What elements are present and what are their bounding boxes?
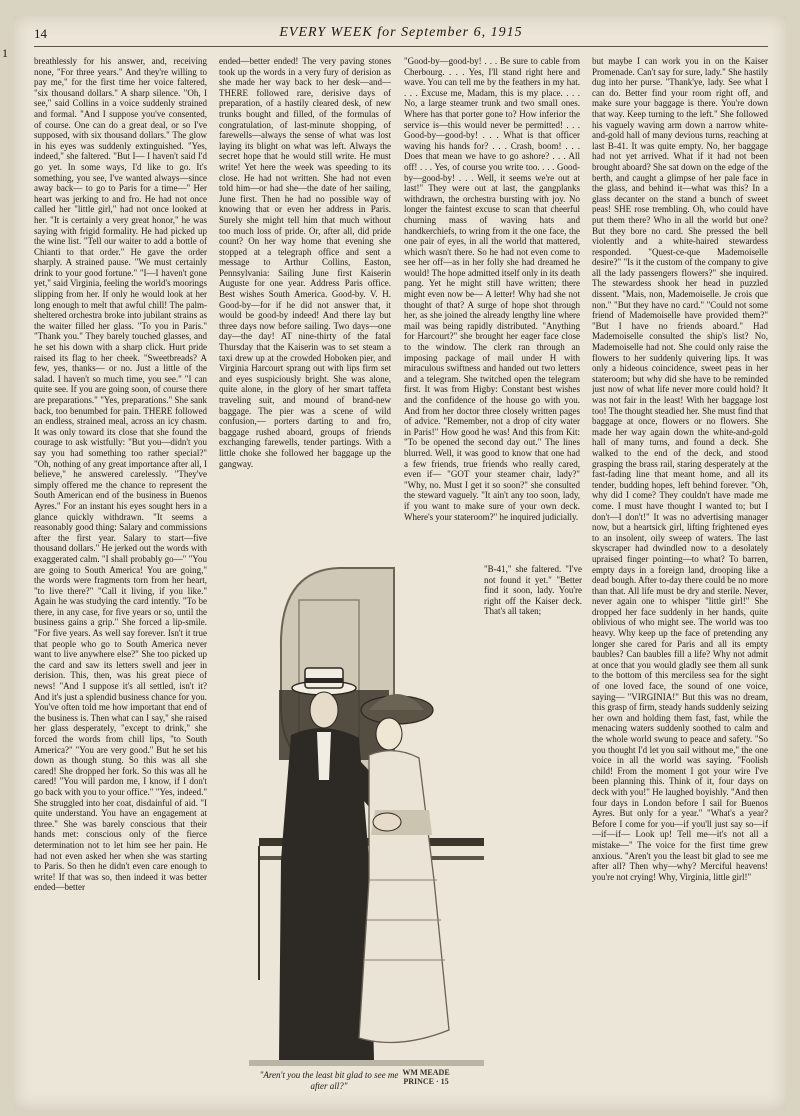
column-3-continued-text: "B-41," she faltered. "I've not found it yet." "Better find it soon, lady. You're right off the Kaiser deck. That's all taken; <box>484 564 582 617</box>
illustration <box>219 560 484 1100</box>
magazine-page <box>2 16 786 1110</box>
clasped-hands <box>373 813 401 831</box>
column-4 <box>592 56 768 1106</box>
running-title: EVERY WEEK for September 6, 1915 <box>279 25 523 40</box>
man-face <box>310 692 338 728</box>
column-2-text: ended—better ended! The very paving stones took up the words in a very fury of derision as she made her way back to her desk—and— THERE followed rare, derisive days of preparation, of a hastily cleared desk, of new trunks bought and filled, of the formulas of congratulation, of last-minute shopping, of farewells—always the sense of what was lost laying its blight on what was left. Always the secret hope that he would still write. He must write! Yet here the week was speeding to its close. He had not written. She had not even told him—or had she—the date of her sailing, June first. Then he had no possible way of knowing that or even her address in Paris. Surely she might tell him that much without too much loss of pride. Or, after all, did pride count? On her way home that evening she stopped at a telegraph office and sent a message to Arthur Collins, Easton, Pennsylvania: Sailing June first Kaiserin Auguste for one year. Address Paris office. Best wishes South America. Good-by. V. H. Good-by—for if he did not answer that, it would be good-by indeed! And there lay but three days now before sailing. Two days—one day—the day! AT nine-thirty of the fatal Thursday that the Kaiserin was to set steam a taxi drew up at the crowded Hoboken pier, and Virginia Harcourt sprang out with lips firm set and eyes suspiciously bright. She was alone, quite alone, in the glory of her smart taffeta traveling suit, and mound of brand-new baggage. The pier was a scene of wild confusion,— porters darting to and fro, baggage rushed aboard, groups of friends exchanging farewells, tender partings. With a little choke she followed her baggage up the gangway. <box>219 56 391 469</box>
column-3-continued <box>484 564 582 759</box>
woman-face <box>376 718 402 750</box>
illustration-drawing <box>219 560 484 1100</box>
column-4-text: but maybe I can work you in on the Kaiser Promenade. Can't say for sure, lady." She hastily dug into her purse. "Thank'ye, lady. See what I can do. Better find your room right off, and make sure your baggage is there. You're down that way. Keep turning to the left." She followed his vaguely waving arm down a narrow white-and-gold hall of many devious turns, reaching at last B-41. It was quite empty. No, her baggage had not yet arrived. What if it had not been brought aboard? She sat down on the edge of the berth, and caught a glimpse of her pale face in the glass, and behind it—what was this? In a glass decanter on the stand a bunch of sweet peas! SHE rose trembling. Oh, who could have put them there? Who in all the world but one? But they bore no card. She pressed the bell violently and a white-haired stewardess responded. "Quest-ce-que Mademoiselle desire?" "Is it the custom of the company to give all the lady passengers flowers?" she inquired. The stewardess shook her head in puzzled dissent. "Mais, non, Mademoiselle. Je crois que non." "But they have no card." "Could not some friend of Mademoiselle have provided them?" "But I have no friends aboard." Had Mademoiselle consulted the ship's list? No, Mademoiselle had not. She could only raise the flowers to her suddenly quivering lips. It was only a hideous coincidence, sweet peas in her stateroom; but why did she have to be reminded just now of what life never more could hold? It was not fair in the least! With her baggage lost too! The thought steadied her. She must find that baggage at once, flowers or no flowers. She made her way again down the white-and-gold hall of many turns, and found a deck. She walked to the end of the deck, and stood grasping the brass rail, staring desperately at the fast-fading line that meant home, and all its tender, budding hopes, left behind forever. "Oh, why did I come? They couldn't have made me come. I must have thought I wanted to; but I don't—I don't!" It was no advertising manager now, but a heartsick girl, lifting frightened eyes to an insolent, oily sweep of waters. The last skyscraper had dwindled now to a desolately upraised finger pointing—to what? To barren, empty days in a foreign land, drooping like a dead bough. After to-day there could be no more than that. All life must be dry and sterile. Never, never again one to whisper "little girl!" She dropped her face suddenly in her hands, quite oblivious of who might see. The world was too heavy. Why keep up the face of pretending any longer she cared for Paris and all its empty baubles? Can baubles fill a life? Why not admit at once that you would gladly see them all sunk to the bottom of this merciless sea for the sight of one loved face, the sound of one voice, saying— "VIRGINIA!" But this was no dream, this grasp of firm, steady hands suddenly seizing her own and holding them fast, fast, while the menacing waters suddenly soothed to calm and the whole world swung to peace and safety. "So you thought I'd let you sail without me," the one voice in all the world was saying. "Foolish child! From the moment I got your wire I've been planning this. Think of it, four days on deck with you!" He laughed boyishly. "And then four days in London before I sail for Buenos Ayres. But only for a year." "What's a year? Before I come for you—if you'll just say so—if—if—if— Look up! Tell me—it's not all a mistake—" The voice for the first time grew anxious. "Aren't you the least bit glad to see me after all? Then why—why? Merciful heavens! you're not crying! Why, Virginia, little girl!" <box>592 56 768 882</box>
margin-mark: 1 <box>2 46 8 60</box>
column-3 <box>404 56 580 561</box>
woman-dress <box>359 751 449 1043</box>
page-number: 14 <box>34 26 47 41</box>
column-1 <box>34 56 207 1106</box>
illustration-caption: "Aren't you the least bit glad to see me after all?" <box>259 1070 399 1091</box>
page-header <box>34 26 768 47</box>
column-2 <box>219 56 391 546</box>
man-shirt <box>317 732 331 780</box>
column-3-text: "Good-by—good-by! . . . Be sure to cable from Cherbourg. . . . Yes, I'll stand right here and wave. You can tell me by the feathers in my hat. . . . Excuse me, Madam, this is my place. . . . No, a large steamer trunk and two small ones. Where has that porter gone to? How inferior the service is—this would never be permitted! . . . Good-by—good-by! . . . What is that officer waving his hands for? . . . Crash, boom! . . . Does that mean we have to go ashore? . . . All off! . . . Yes, of course you write too. . . . Good-by—good-by! . . . Well, it seems we're out at last!" They were out at last, the gangplanks withdrawn, the orchestra bursting with joy. No longer the faintest excuse to scan that cheerful churning mass of waving hats and handkerchiefs, to wring from it the one face, the one pair of eyes, in all the world that mattered, which wasn't there. So he had not even come to see her off—as in her folly she had dreamed he would! The hope admitted itself only in its death pang. Yet he might still have written; there might even now be— A letter! Why had she not thought of that? A surge of hope shot through her, as she joined the already lengthy line where mail was being rapidly distributed. "Anything for Harcourt?" she brought her eager face close to the window. The clerk ran through an imposing package of mail under H with miraculous swiftness and handed out two letters and a telegram. She twitched open the telegram first. It was from Higby: Constant best wishes and the confidence of the house go with you. And from her doctor three closely written pages of advice. "Remember, not a drop of city water in Paris!" How good he was! And this from Kit: "To be opened the second day out." The lines blurred. Well, it was good to know that one had a few friends, true friends who really cared, even if— "GOT your steamer chair, lady?" "Why, no. Must I get it so soon?" she consulted the steward vaguely. "It ain't any too soon, lady, if you want to make sure of your own deck. Where's your stateroom?" he inquired judicially. <box>404 56 580 522</box>
artist-signature: WM MEADE PRINCE · 15 <box>402 1068 450 1086</box>
column-1-text: breathlessly for his answer, and, receiving none, "For three years." And they're willing to pay me," for the first time her voice faltered, "six thousand dollars." A sharp silence. "Oh, I see," said Collins in a voice suddenly strained and formal. "And I suppose you've consented, of course. One can do a great deal, or so I've supposed, with six thousand dollars." The glow in his eyes was suddenly extinguished. "Yes, indeed," she faltered. "But I— I haven't said I'd go yet. In some ways, I'd like to go. It's something, you see, I've wanted always—since away back— to go to Paris for a time—" Her heart was jerking to and fro. He had not once called her "little girl," had not once looked at her. "It is certainly a very great honor," he was saying with frigid formality. He had picked up the wine list. "Tell our waiter to add a bottle of Chianti to that order." He gave the order sharply. A strained pause. "We must certainly drink to your good fortune." "I—I haven't gone yet," said Virginia, feeling the world's moorings slipping from her. If only he would look at her long enough to melt that awful chill! The palm-sheltered orchestra broke into jubilant strains as the waiter filled her glass. "To you in Paris." "Thank you." They barely touched glasses, and he set his down with a sharp click. Hurt pride raised its flag to her cheek. "Sweetbreads? A few, yes, thanks— or no. Just a little of the salad. I haven't so much time, you see." "I can quite see. If you are going soon, of course there are preparations." "Yes, preparations." She sank back, too benumbed for pain. THERE followed an endless, strained meal, across an icy chasm. It was only toward its close that she found the courage to ask wistfully: "But you—didn't you say you had something too rather special?" "Oh, nothing of any great importance after all, I believe," he answered carelessly. "They've simply offered me the chance to represent the South American end of the business in Buenos Ayres." For an instant his eyes sought hers in a glance quickly withdrawn. "It seems a reasonably good thing: Salary and commissions after the first year. Salary to start—five thousand dollars." He jerked out the words with exaggerated calm. "I shall probably go—" "You are going to South America! You are going," the words were fragments torn from her heart, "to live there?" "Call it living, if you like." Again he was studying the card intently. "To be there, in any case, for five years or so, until the business gains a grip." She forced a lip-smile. "For five years. As well say forever. Isn't it true that people who go to South America never want to live anywhere else?" She too picked up the card and saw its letters swell and jeer in derision. This, then, was his great piece of news! "And I suppose it's all settled, isn't it? And it's just a splendid business chance for you. You've often told me how important that end of the business is. Then what can I say," she raised her glass desperately, "except to drink," she forced the words from chill lips, "to South America?" "You are very good." But he set his down as though stung. So this was all she cared! She dropped her fork. So this was all he cared! "You will pardon me, I know, if I don't go back with you to your office." "Yes, indeed." She struggled into her coat, disdainful of aid. "I quite understand. You have an engagement at three." She was barely conscious that their hands met: conscious only of the fierce determination not to let him see her pain. He had not even asked her when she was starting to Paris. So then he didn't even care enough to write! If that was so, then indeed it was better ended—better <box>34 56 207 893</box>
